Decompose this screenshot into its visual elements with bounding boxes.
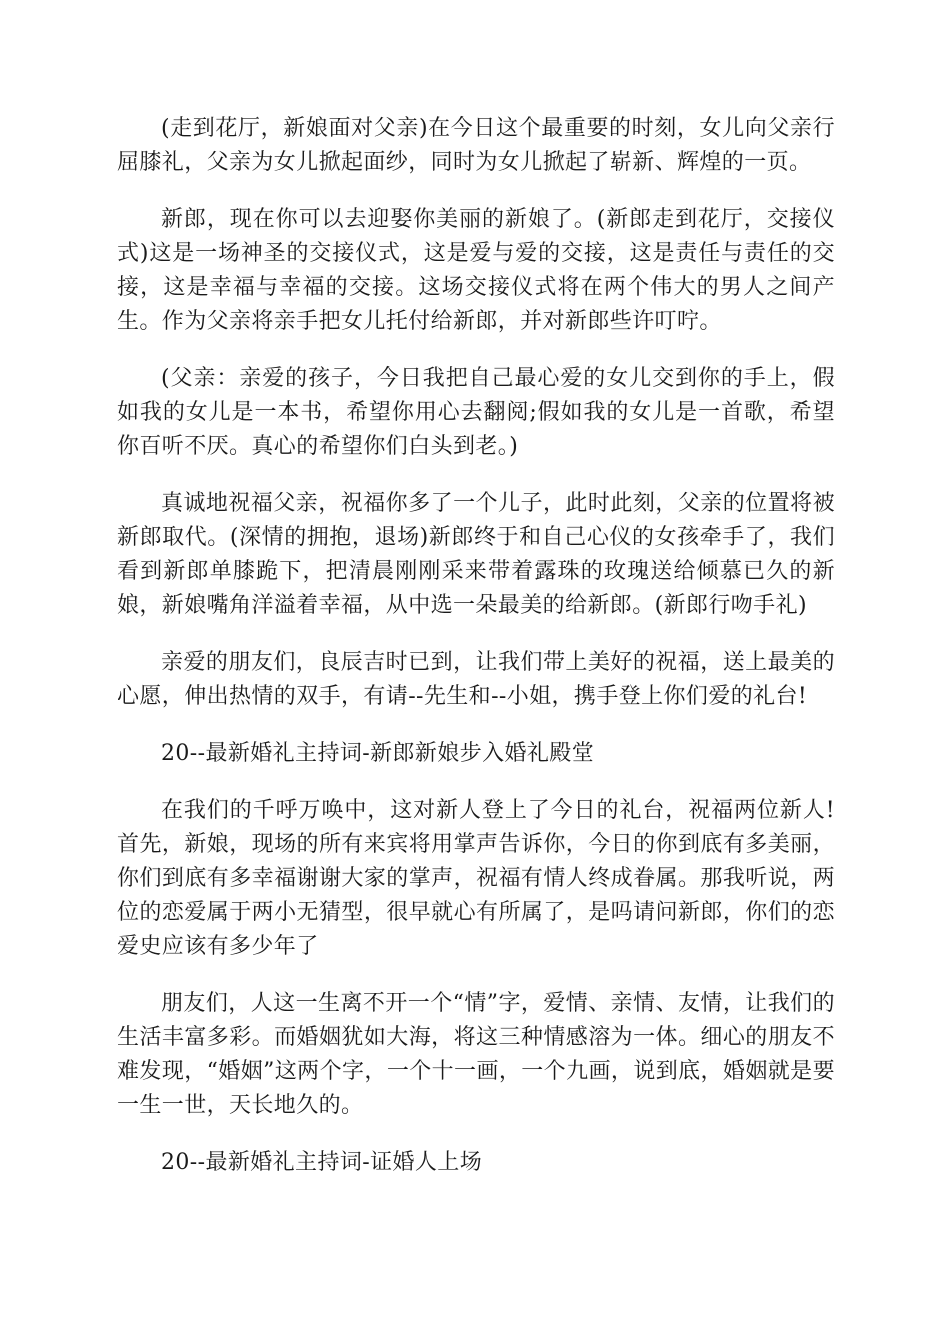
paragraph-blessing-father: 真诚地祝福父亲，祝福你多了一个儿子，此时此刻，父亲的位置将被新郎取代。(深情的拥抱，退场)新郎终于和自己心仪的女孩牵手了，我们看到新郎单膝跪下，把清晨刚刚采来带着露珠的玫瑰送给倾慕已久的新娘，新娘嘴角洋溢着幸福，从中选一朵最美的给新郎。(新郎行吻手礼) <box>117 491 835 618</box>
document-body <box>117 112 835 1203</box>
paragraph-father-words: (父亲：亲爱的孩子，今日我把自己最心爱的女儿交到你的手上，假如我的女儿是一本书，希望你用心去翻阅;假如我的女儿是一首歌，希望你百听不厌。真心的希望你们白头到老。) <box>117 366 835 459</box>
paragraph-auspicious-time: 亲爱的朋友们，良辰吉时已到，让我们带上美好的祝福，送上最美的心愿，伸出热情的双手，有请--先生和--小姐，携手登上你们爱的礼台! <box>117 650 835 709</box>
section-heading-witness: 20--最新婚礼主持词-证婚人上场 <box>161 1150 483 1175</box>
paragraph-couple-on-stage: 在我们的千呼万唤中，这对新人登上了今日的礼台，祝福两位新人!首先，新娘，现场的所有来宾将用掌声告诉你，今日的你到底有多美丽，你们到底有多幸福谢谢大家的掌声，祝福有情人终成眷属。那我听说，两位的恋爱属于两小无猜型，很早就心有所属了，是吗请问新郎，你们的恋爱史应该有多少年了 <box>117 798 835 959</box>
paragraph-bride-father: (走到花厅，新娘面对父亲)在今日这个最重要的时刻，女儿向父亲行屈膝礼，父亲为女儿掀起面纱，同时为女儿掀起了崭新、辉煌的一页。 <box>117 116 835 175</box>
paragraph-love-and-marriage: 朋友们，人这一生离不开一个“情”字，爱情、亲情、友情，让我们的生活丰富多彩。而婚姻犹如大海，将这三种情感溶为一体。细心的朋友不难发现，“婚姻”这两个字，一个十一画，一个九画，说到底，婚姻就是要一生一世，天长地久的。 <box>117 991 835 1118</box>
section-heading-entering-hall: 20--最新婚礼主持词-新郎新娘步入婚礼殿堂 <box>161 741 595 766</box>
paragraph-handover-ceremony: 新郎，现在你可以去迎娶你美丽的新娘了。(新郎走到花厅，交接仪式)这是一场神圣的交接仪式，这是爱与爱的交接，这是责任与责任的交接，这是幸福与幸福的交接。这场交接仪式将在两个伟大的男人之间产生。作为父亲将亲手把女儿托付给新郎，并对新郎些许叮咛。 <box>117 207 835 334</box>
